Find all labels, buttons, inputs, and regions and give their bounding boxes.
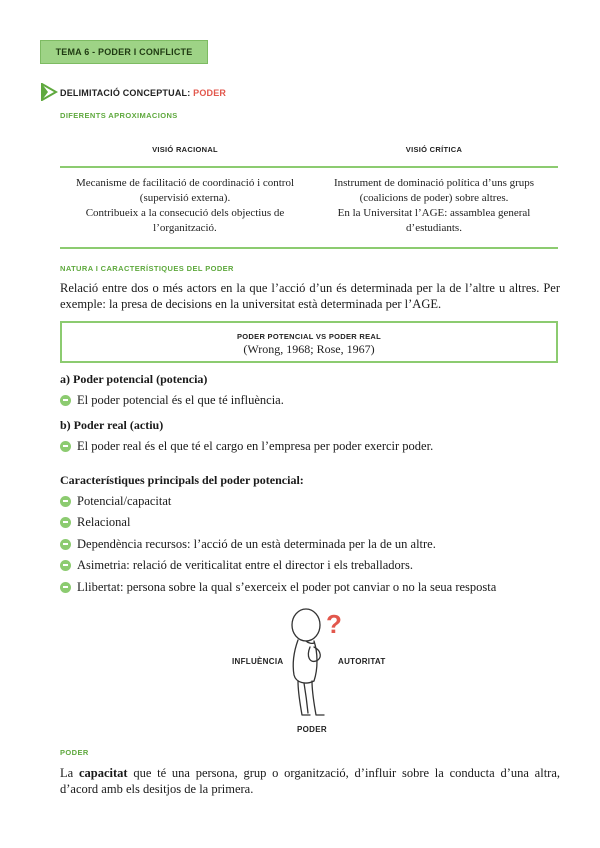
table-header-rational: VISIÓ RACIONAL (152, 145, 218, 154)
list-item (60, 494, 171, 509)
list-item (60, 393, 284, 408)
bullet-arrow-icon (60, 560, 71, 571)
box-citation: (Wrong, 1968; Rose, 1967) (243, 342, 375, 356)
bullet-arrow-icon (60, 517, 71, 528)
bullet-arrow-icon (60, 395, 71, 406)
table-divider-bottom (60, 247, 558, 249)
list-item (60, 515, 130, 530)
definition-prefix: La (60, 766, 79, 780)
list-item-text: Potencial/capacitat (77, 494, 172, 508)
power-definition (60, 765, 560, 797)
box-title: PODER POTENCIAL VS PODER REAL (237, 332, 381, 341)
figure-label-authority: AUTORITAT (338, 657, 386, 666)
list-item (60, 439, 433, 454)
section-subtitle-approaches: DIFERENTS APROXIMACIONS (60, 111, 178, 120)
table-cell-critical: Instrument de dominació política d’uns grups (coalicions de poder) sobre altres. En la Universitat l’AGE: assamblea general d’estudiants. (333, 177, 535, 234)
bullet-arrow-icon (60, 582, 71, 593)
definition-rest: que té una persona, grup o organització, d’influir sobre la conducta d’una altra, d’acord amb els desitjos de la primera. (60, 766, 560, 796)
characteristics-heading: Característiques principals del poder potencial: (60, 473, 304, 487)
list-item-text: Relacional (77, 515, 131, 529)
list-item-text: Asimetria: relació de veriticalitat entre el director i els treballadors. (77, 558, 413, 572)
list-item-text: Dependència recursos: l’acció de un està determinada per la de un altre. (77, 537, 436, 551)
nature-paragraph: Relació entre dos o més actors en la que l’acció d’un és determinada per la de l’altre u altres. Per exemple: la presa de decisions en la universitat està determinada per l’AGE. (60, 281, 560, 311)
play-arrow-icon (40, 83, 58, 101)
section-subtitle-nature: NATURA I CARACTERÍSTIQUES DEL PODER (60, 264, 234, 273)
figure-label-influence: INFLUÈNCIA (232, 657, 284, 666)
bullet-arrow-icon (60, 496, 71, 507)
table-cell-rational: Mecanisme de facilitació de coordinació i control (supervisió externa). Contribueix a la consecució dels objectius de l’organització. (75, 177, 295, 234)
list-item (60, 580, 496, 595)
question-mark-icon: ? (326, 609, 342, 639)
figure-label-power: PODER (297, 725, 327, 734)
table-header-critical: VISIÓ CRÍTICA (405, 145, 463, 154)
topic-tag: TEMA 6 - PODER I CONFLICTE (40, 40, 208, 64)
list-item (60, 558, 413, 573)
section-subtitle-power: PODER (60, 748, 89, 757)
list-item-text: El poder real és el que té el cargo en l’empresa per poder exercir poder. (77, 439, 434, 453)
potential-vs-real-box (60, 321, 558, 363)
list-item-text: El poder potencial és el que té influència. (77, 393, 284, 407)
bullet-arrow-icon (60, 441, 71, 452)
list-item-text: Llibertat: persona sobre la qual s’exerceix el poder pot canviar o no la seua resposta (77, 580, 497, 594)
bullet-arrow-icon (60, 539, 71, 550)
list-item (60, 537, 436, 552)
thinking-person-illustration (276, 603, 366, 721)
potential-heading: a) Poder potencial (potencia) (60, 372, 208, 386)
section-title-prefix: DELIMITACIÓ CONCEPTUAL: (60, 88, 194, 98)
table-divider-top (60, 166, 558, 168)
definition-bold: capacitat (78, 766, 128, 780)
section-title-highlight: PODER (193, 88, 227, 98)
section-title (60, 88, 226, 98)
real-heading: b) Poder real (actiu) (60, 418, 164, 432)
